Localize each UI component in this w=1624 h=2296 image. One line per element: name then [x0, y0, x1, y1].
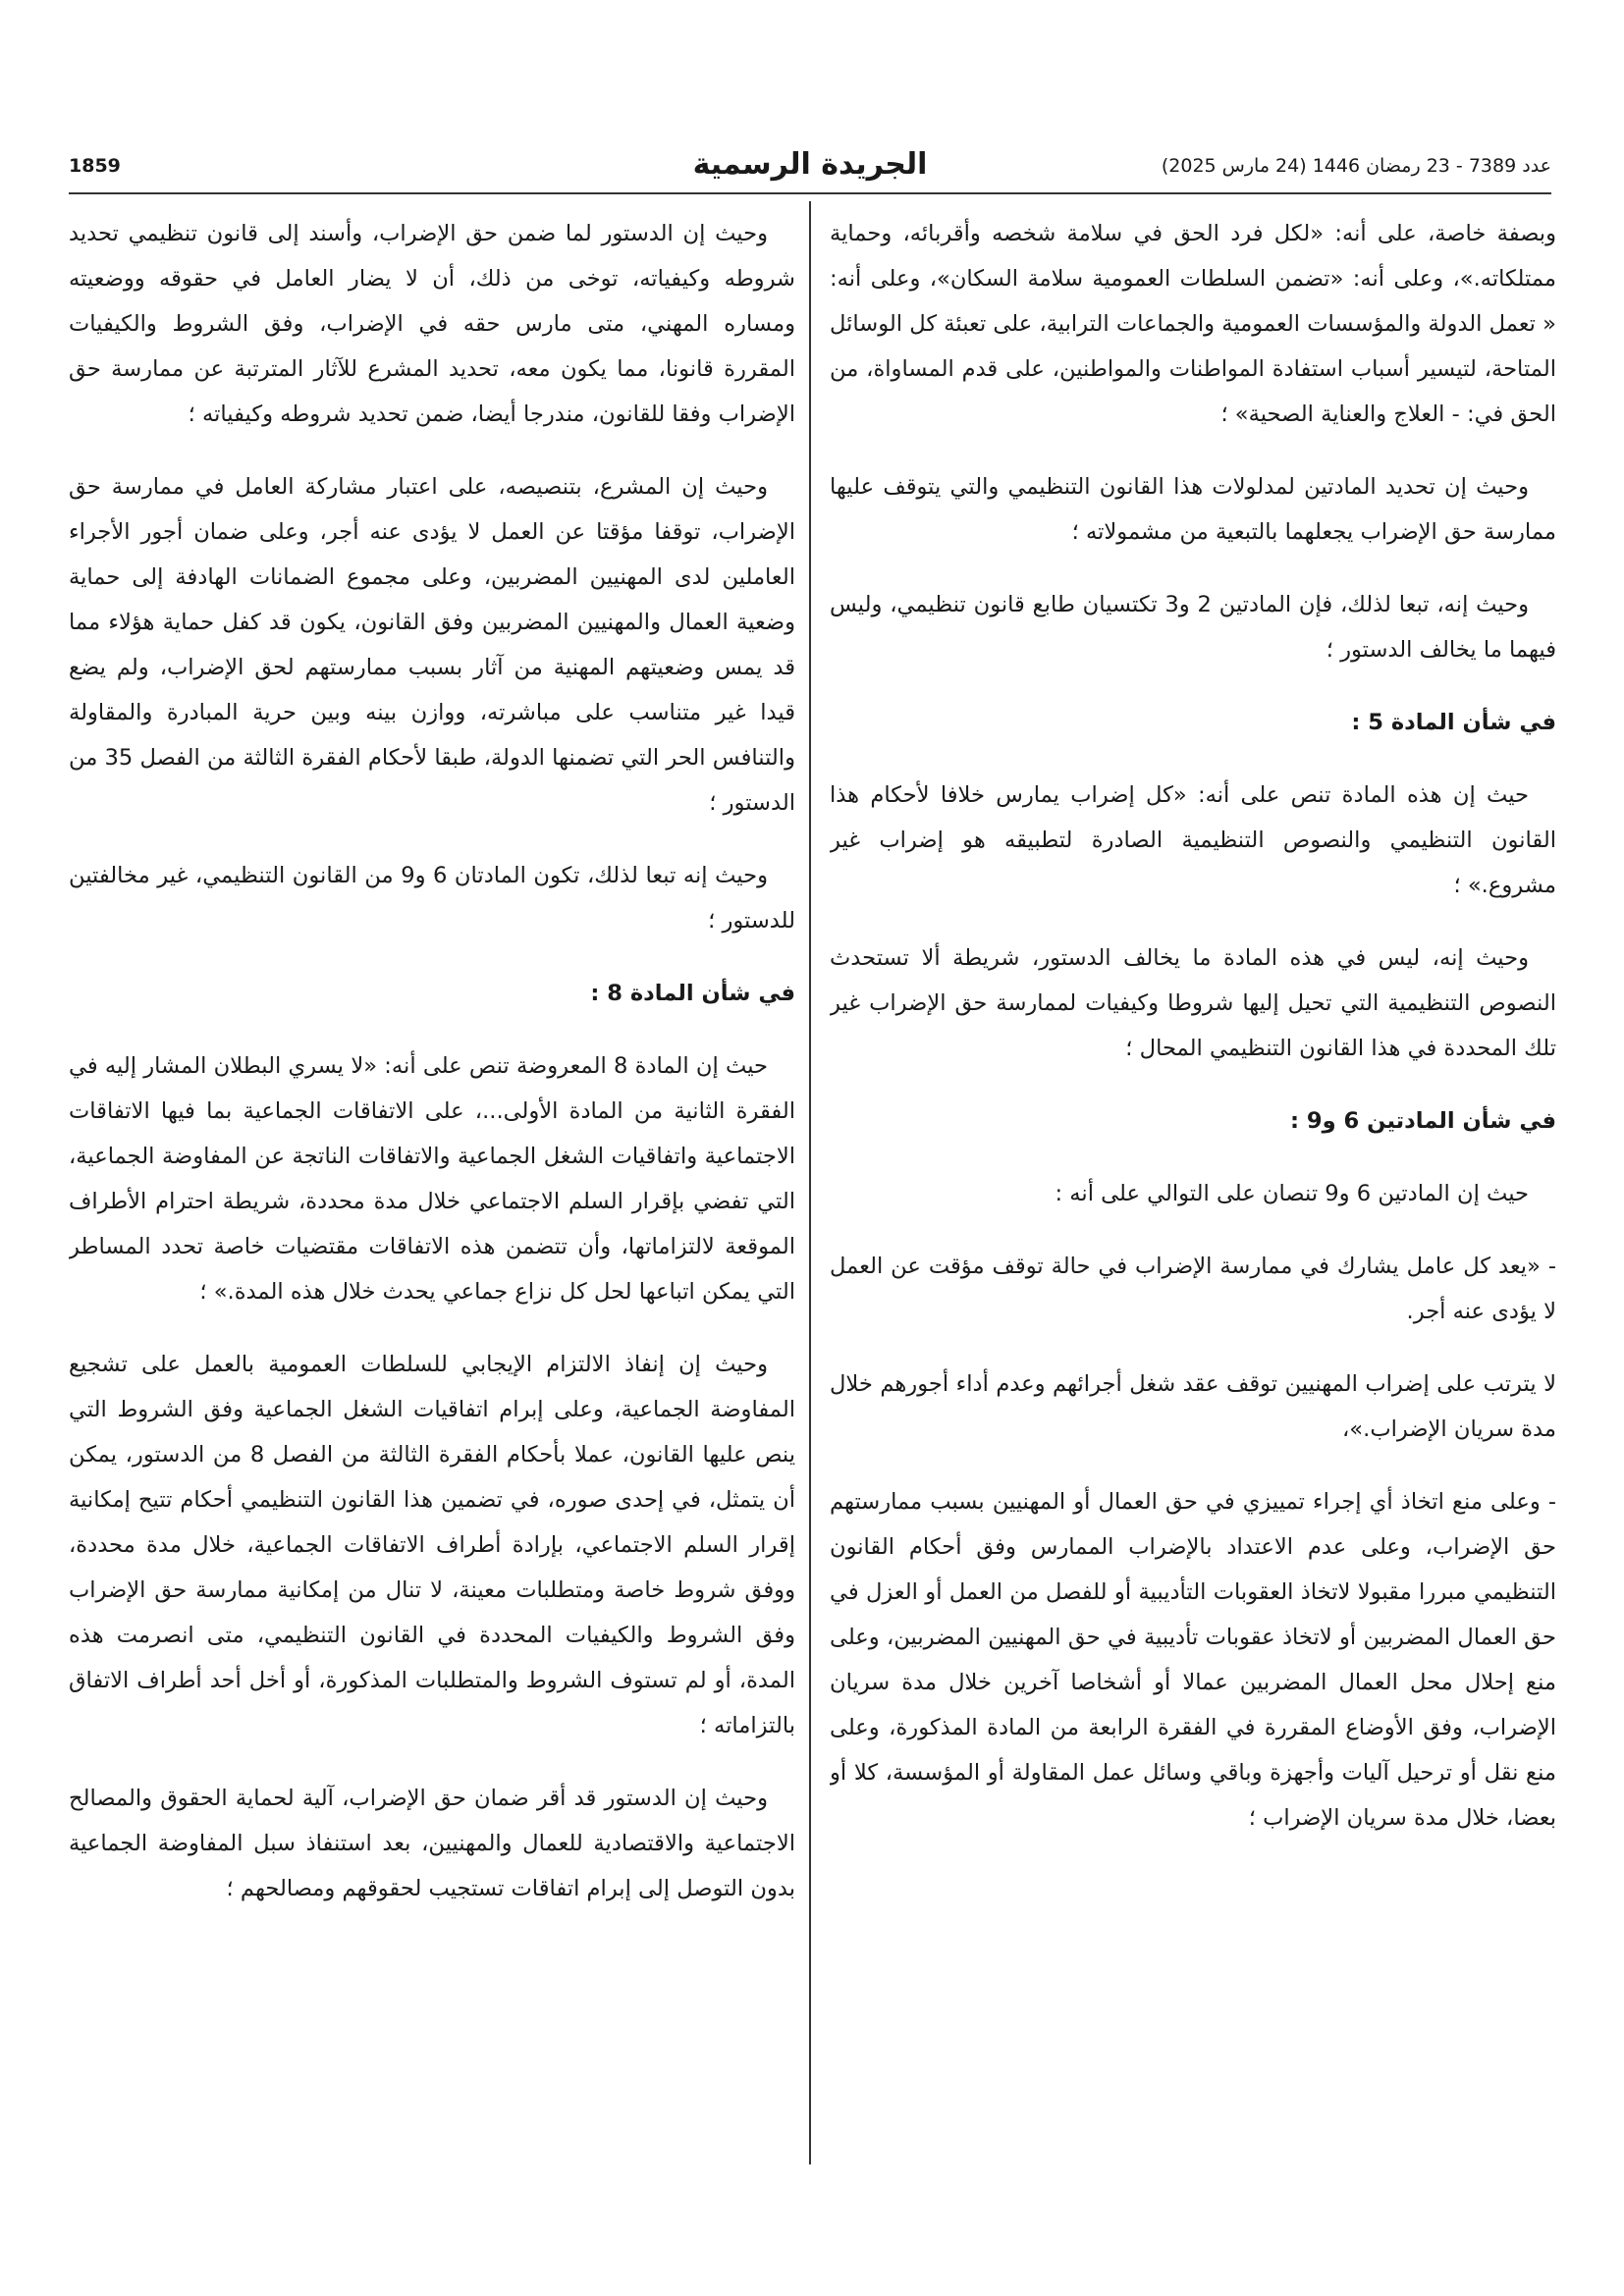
paragraph: وحيث إنه تبعا لذلك، تكون المادتان 6 و9 من القانون التنظيمي، غير مخالفتين للدستور ؛ [69, 863, 795, 934]
paragraph: وحيث إن إنفاذ الالتزام الإيجابي للسلطات العمومية بالعمل على تشجيع المفاوضة الجماعية، وعلى إبرام اتفاقيات الشغل الجماعية وفق الشروط التي ينص عليها القانون، عملا بأحكام الفقرة الثالثة من الفصل 8 من الدستور، يمكن أن يتمثل، في إحدى صوره، في تضمين هذا القانون التنظيمي أحكام تتيح إمكانية إقرار السلم الاجتماعي، بإرادة أطراف الاتفاقات الجماعية، خلال مدة محددة، ووفق شروط خاصة ومتطلبات معينة، لا تنال من إمكانية ممارسة حق الإضراب وفق الشروط والكيفيات المحددة في القانون التنظيمي، متى انصرمت هذه المدة، أو لم تستوف الشروط والمتطلبات المذكورة، أو أخل أحد أطراف الاتفاق بالتزاماته ؛ [69, 1352, 795, 1738]
paragraph: وحيث إنه، ليس في هذه المادة ما يخالف الدستور، شريطة ألا تستحدث النصوص التنظيمية التي تحيل إليها شروطا وكيفيات لممارسة حق الإضراب غير تلك المحددة في هذا القانون التنظيمي المحال ؛ [830, 945, 1556, 1061]
paragraph: وحيث إن الدستور قد أقر ضمان حق الإضراب، آلية لحماية الحقوق والمصالح الاجتماعية والاقتصادية للعمال والمهنيين، بعد استنفاذ سبل المفاوضة الجماعية بدون التوصل إلى إبرام اتفاقات تستجيب لحقوقهم ومصالحهم ؛ [69, 1786, 795, 1901]
section-heading: في شأن المادتين 6 و9 : [1289, 1108, 1556, 1134]
page-header [69, 147, 1551, 190]
column-divider [809, 201, 811, 2164]
header-rule [69, 192, 1551, 194]
section-heading: في شأن المادة 5 : [1351, 710, 1556, 735]
paragraph: حيث إن المادتين 6 و9 تنصان على التوالي على أنه : [1055, 1181, 1529, 1206]
right-column [830, 211, 1556, 2164]
issue-info: عدد 7389 - 23 رمضان 1446 (24 مارس 2025) [1161, 155, 1551, 177]
page-number: 1859 [69, 155, 121, 177]
paragraph: حيث إن المادة 8 المعروضة تنص على أنه: «لا يسري البطلان المشار إليه في الفقرة الثانية من المادة الأولى...، على الاتفاقات الجماعية بما فيها الاتفاقات الاجتماعية واتفاقيات الشغل الجماعية والاتفاقات الناتجة عن المفاوضة الجماعية، التي تفضي بإقرار السلم الاجتماعي خلال مدة محددة، شريطة احترام الأطراف الموقعة لالتزاماتها، وأن تتضمن هذه الاتفاقات مقتضيات خاصة تحدد المساطر التي يمكن اتباعها لحل كل نزاع جماعي يحدث خلال هذه المدة.» ؛ [69, 1053, 795, 1305]
paragraph: وحيث إن المشرع، بتنصيصه، على اعتبار مشاركة العامل في ممارسة حق الإضراب، توقفا مؤقتا عن العمل لا يؤدى عنه أجر، وعلى ضمان أجور الأجراء العاملين لدى المهنيين المضربين، وعلى مجموع الضمانات الهادفة إلى حماية وضعية العمال والمهنيين المضربين وفق القانون، يكون قد كفل حماية هؤلاء مما قد يمس وضعيتهم المهنية من آثار بسبب ممارستهم لحق الإضراب، ولم يضع قيدا غير متناسب على مباشرته، ووازن بينه وبين حرية المبادرة والمقاولة والتنافس الحر التي تضمنها الدولة، طبقا لأحكام الفقرة الثالثة من الفصل 35 من الدستور ؛ [69, 474, 795, 816]
paragraph: حيث إن هذه المادة تنص على أنه: «كل إضراب يمارس خلافا لأحكام هذا القانون التنظيمي والنصوص التنظيمية الصادرة لتطبيقه هو إضراب غير مشروع.» ؛ [830, 782, 1556, 898]
paragraph: لا يترتب على إضراب المهنيين توقف عقد شغل أجرائهم وعدم أداء أجورهم خلال مدة سريان الإضراب.»، [830, 1371, 1556, 1442]
section-heading: في شأن المادة 8 : [590, 981, 795, 1006]
paragraph: - «يعد كل عامل يشارك في ممارسة الإضراب في حالة توقف مؤقت عن العمل لا يؤدى عنه أجر. [830, 1254, 1556, 1324]
paragraph: - وعلى منع اتخاذ أي إجراء تمييزي في حق العمال أو المهنيين بسبب ممارستهم حق الإضراب، وعلى عدم الاعتداد بالإضراب الممارس وفق أحكام القانون التنظيمي مبررا مقبولا لاتخاذ العقوبات التأديبية أو للفصل من العمل أو العزل في حق العمال المضربين أو لاتخاذ عقوبات تأديبية في حق المهنيين المضربين، وعلى منع إحلال محل العمال المضربين عمالا أو أشخاصا آخرين خلال مدة سريان الإضراب، وفق الأوضاع المقررة في الفقرة الرابعة من المادة المذكورة، وعلى منع نقل أو ترحيل آليات وأجهزة وباقي وسائل عمل المقاولة أو المؤسسة، كلا أو بعضا، خلال مدة سريان الإضراب ؛ [830, 1489, 1556, 1831]
paragraph: وحيث إن الدستور لما ضمن حق الإضراب، وأسند إلى قانون تنظيمي تحديد شروطه وكيفياته، توخى من ذلك، أن لا يضار العامل في حقوقه ووضعيته ومساره المهني، متى مارس حقه في الإضراب، وفق الشروط والكيفيات المقررة قانونا، مما يكون معه، تحديد المشرع للآثار المترتبة عن ممارسة حق الإضراب وفقا للقانون، مندرجا أيضا، ضمن تحديد شروطه وكيفياته ؛ [69, 221, 795, 427]
journal-title: الجريدة الرسمية [692, 147, 928, 182]
left-column [69, 211, 795, 2164]
paragraph: وبصفة خاصة، على أنه: «لكل فرد الحق في سلامة شخصه وأقربائه، وحماية ممتلكاته.»، وعلى أنه: «تضمن السلطات العمومية سلامة السكان»، وعلى أنه: « تعمل الدولة والمؤسسات العمومية والجماعات الترابية، على تعبئة كل الوسائل المتاحة، لتيسير أسباب استفادة المواطنات والمواطنين، على قدم المساواة، من الحق في: - العلاج والعناية الصحية» ؛ [830, 221, 1556, 427]
paragraph: وحيث إن تحديد المادتين لمدلولات هذا القانون التنظيمي والتي يتوقف عليها ممارسة حق الإضراب يجعلهما بالتبعية من مشمولاته ؛ [830, 474, 1556, 545]
paragraph: وحيث إنه، تبعا لذلك، فإن المادتين 2 و3 تكتسيان طابع قانون تنظيمي، وليس فيهما ما يخالف الدستور ؛ [830, 592, 1556, 663]
